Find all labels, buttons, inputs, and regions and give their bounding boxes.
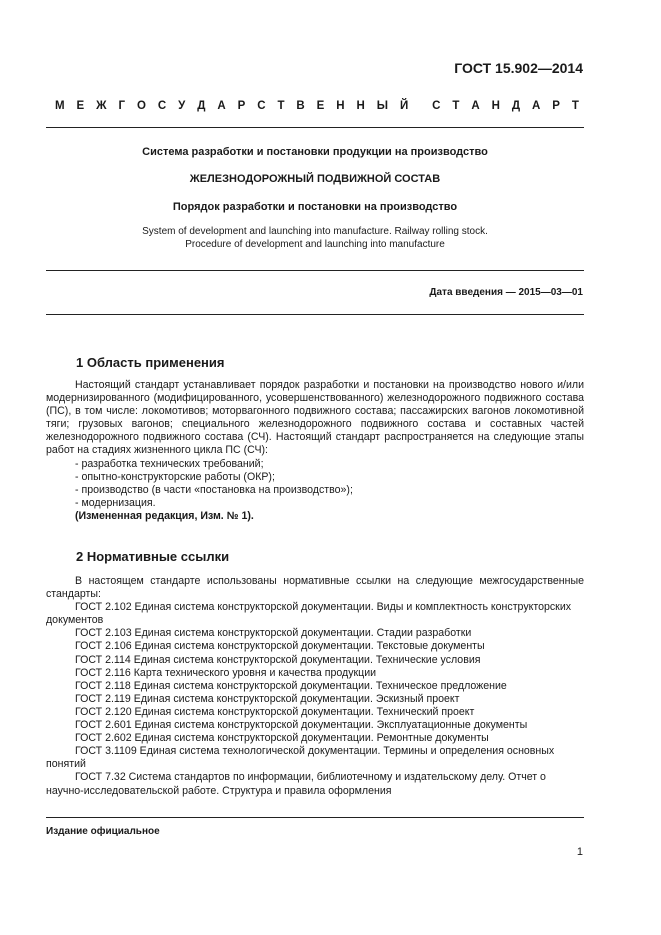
banner-letter: С bbox=[257, 100, 266, 112]
reference-item: ГОСТ 2.114 Единая система конструкторской документации. Технические условия bbox=[75, 653, 481, 666]
amendment-note: (Измененная редакция, Изм. № 1). bbox=[75, 509, 254, 522]
official-edition-label: Издание официальное bbox=[46, 826, 160, 837]
banner-letter: Т bbox=[452, 100, 460, 112]
banner-letter: Р bbox=[237, 100, 246, 112]
english-title bbox=[46, 225, 584, 251]
banner-letter: Н bbox=[336, 100, 345, 112]
reference-item: ГОСТ 3.1109 Единая система технологической документации. Термины и определения основных понятий bbox=[46, 745, 555, 771]
banner-letter: С bbox=[157, 100, 167, 112]
list-item: - разработка технических требований; bbox=[75, 457, 264, 470]
banner-letter: С bbox=[432, 100, 441, 112]
banner-letter: Й bbox=[399, 100, 409, 112]
banner-letter: В bbox=[296, 100, 305, 112]
list-item: - опытно-конструкторские работы (ОКР); bbox=[75, 470, 275, 483]
english-title-line: Procedure of development and launching into manufacture bbox=[185, 239, 445, 250]
banner-letter: Т bbox=[277, 100, 285, 112]
banner-letter: Н bbox=[356, 100, 365, 112]
reference-item: ГОСТ 7.32 Система стандартов по информации, библиотечному и издательскому делу. Отчет о научно-исследовательской работе. Структура и правила оформления bbox=[46, 771, 546, 797]
banner-letter: Ы bbox=[376, 100, 389, 112]
banner-letter: Т bbox=[571, 100, 579, 112]
reference-item: ГОСТ 2.118 Единая система конструкторской документации. Техническое предложение bbox=[75, 679, 507, 692]
list-item: - модернизация. bbox=[75, 496, 156, 509]
banner-letter: О bbox=[136, 100, 146, 112]
reference-item: ГОСТ 2.119 Единая система конструкторской документации. Эскизный проект bbox=[75, 692, 460, 705]
banner-letter: М bbox=[55, 100, 65, 112]
banner-letter: Е bbox=[76, 100, 85, 112]
reference-item: ГОСТ 2.116 Карта технического уровня и качества продукции bbox=[75, 666, 377, 679]
reference-item: ГОСТ 2.102 Единая система конструкторской документации. Виды и комплектность конструкторских документов bbox=[46, 601, 572, 627]
banner-letter: У bbox=[178, 100, 186, 112]
banner-letter: Д bbox=[197, 100, 206, 112]
section-1-body bbox=[46, 379, 584, 523]
subject-title: ЖЕЛЕЗНОДОРОЖНЫЙ ПОДВИЖНОЙ СОСТАВ bbox=[189, 173, 441, 185]
reference-item: ГОСТ 2.106 Единая система конструкторской документации. Текстовые документы bbox=[75, 640, 485, 653]
divider-top bbox=[46, 127, 584, 128]
introduction-date: Дата введения — 2015—03—01 bbox=[429, 287, 583, 298]
section-2-intro: В настоящем стандарте использованы нормативные ссылки на следующие межгосударственные стандарты: bbox=[46, 575, 584, 601]
section-1-paragraph: Настоящий стандарт устанавливает порядок разработки и постановки на производство нового и/или модернизированного (модифицированного, усовершенствованного) железнодорожного подвижного состава (ПС), в том числе: локомотивов; моторвагонного подвижного состава; пассажирских вагонов локомотивной тяги; грузовых вагонов; специального железнодорожного подвижного состава и составных частей железнодорожного подвижного состава (СЧ). Настоящий стандарт распространяется на следующие этапы работ на стадиях жизненного цикла ПС (СЧ): bbox=[46, 379, 584, 457]
banner-letter: А bbox=[531, 100, 541, 112]
section-2-title: 2 Нормативные ссылки bbox=[76, 549, 230, 564]
banner-letter: Р bbox=[552, 100, 560, 112]
list-item: - производство (в части «постановка на производство»); bbox=[75, 483, 353, 496]
banner-letter: Н bbox=[491, 100, 500, 112]
banner-letter: А bbox=[217, 100, 226, 112]
banner-letter: А bbox=[471, 100, 480, 112]
reference-item: ГОСТ 2.601 Единая система конструкторской документации. Эксплуатационные документы bbox=[75, 719, 528, 732]
section-2-body bbox=[46, 575, 584, 798]
reference-item: ГОСТ 2.120 Единая система конструкторской документации. Технический проект bbox=[75, 705, 475, 718]
banner-letter: Д bbox=[511, 100, 521, 112]
banner-letter: Г bbox=[118, 100, 126, 112]
english-title-line: System of development and launching into manufacture. Railway rolling stock. bbox=[142, 226, 488, 237]
divider-middle bbox=[46, 270, 584, 271]
divider-footer bbox=[46, 817, 584, 818]
banner-letter: Е bbox=[316, 100, 325, 112]
divider-date bbox=[46, 314, 584, 315]
system-title: Система разработки и постановки продукции на производство bbox=[142, 146, 488, 158]
reference-item: ГОСТ 2.103 Единая система конструкторской документации. Стадии разработки bbox=[75, 627, 472, 640]
interstate-standard-banner bbox=[55, 100, 579, 112]
section-1-title: 1 Область применения bbox=[76, 355, 225, 370]
reference-item: ГОСТ 2.602 Единая система конструкторской документации. Ремонтные документы bbox=[75, 732, 489, 745]
gost-number: ГОСТ 15.902—2014 bbox=[454, 60, 583, 76]
order-title: Порядок разработки и постановки на производство bbox=[172, 201, 458, 213]
banner-letter: Ж bbox=[96, 100, 107, 112]
page-number: 1 bbox=[576, 846, 583, 858]
